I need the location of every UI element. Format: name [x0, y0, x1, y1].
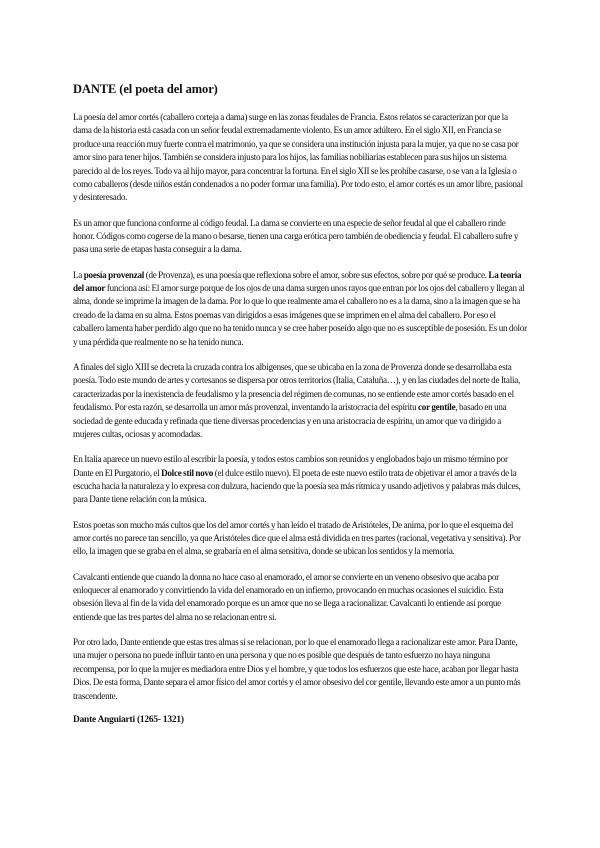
- paragraph-p8: [73, 636, 528, 703]
- paragraph-p7: [73, 571, 528, 625]
- paragraph-text: La: [73, 269, 84, 280]
- document-title: DANTE (el poeta del amor): [73, 82, 218, 96]
- paragraph-p2: [73, 217, 528, 257]
- paragraph-p4: [73, 361, 528, 441]
- paragraph-text: (el dulce estilo nuevo). El poeta de este nuevo estilo trata de objetivar el amor a través de la escucha hacia la naturaleza y lo expresa con dulzura, haciendo que la poesía sea más rítmica y usando adjetivos y palabras más dulces, para Dante tiene relación con la música.: [73, 467, 521, 505]
- bold-term: poesía provenzal: [83, 269, 145, 280]
- bold-term: cor gentile: [418, 402, 456, 413]
- bold-term: La teoría del amor: [73, 269, 522, 294]
- paragraph-text: Cavalcanti entiende que cuando la donna no hace caso al enamorado, el amor se convierte en un veneno obsesivo que acaba por enloquecer al enamorado y convirtiendo la vida del enamorado en un infierno, provocando en muchas ocasiones el suicidio. Esta obsesión lleva al fin de la vida del enamorado porque es un amor que no se llega a racionalizar. Cavalcanti lo entiende así porque entiende que las tres partes del alma no se relacionan entre sí.: [73, 571, 504, 622]
- paragraph-p6: [73, 519, 528, 559]
- paragraph-text: A finales del siglo XIII se decreta la cruzada contra los albigenses, que se ubicaba en la zona de Provenza donde se desarrollaba esta poesía. Todo este mundo de artes y cortesanos se dispersa por otros territorios (Italia, Cataluña…), y en las ciudades del norte de Italia, caracterizadas por la inexistencia de feudalismo y la presencia del régimen de comunas, no se entiende este amor cortés basado en el feudalismo. Por esta razón, se desarrolla un amor más provenzal, inventando la aristocracia del espíritu: [73, 361, 521, 413]
- paragraph-text: , basado en una sociedad de gente educada y refinada que tiene diversas procedencias y en una aristocracia de espíritu, un amor que va dirigido a mujeres cultas, ociosas y acomodadas.: [73, 402, 507, 439]
- paragraph-text: En Italia aparece un nuevo estilo al escribir la poesía, y todos estos cambios son reunidos y englobados bajo un mismo término por Dante en El Purgatorio, el: [73, 454, 508, 478]
- paragraph-text: Es un amor que funciona conforme al código feudal. La dama se convierte en una especie de señor feudal al que el caballero rinde honor. Códigos como cogerse de la mano o besarse, tienen una carga erótica pero también de obediencia y feudal. El caballero sufre y pasa una serie de etapas hasta conseguir a la dama.: [73, 217, 519, 255]
- paragraph-text: (de Provenza), es una poesía que reflexiona sobre el amor, sobre sus efectos, sobre por qué se produce.: [144, 269, 489, 280]
- bold-term: Dolce stil novo: [161, 467, 214, 478]
- paragraph-p3: [73, 269, 528, 349]
- paragraph-text: La poesía del amor cortés (caballero corteja a dama) surge en las zonas feudales de Francia. Estos relatos se caracterizan por que la dama de la historia está casada con un señor feudal extremadamente violento. Es un amor adúltero. En el siglo XII, en Francia se produce una reacción muy fuerte contra el matrimonio, ya que se considera una institución injusta para la mujer, ya que no se casa por amor sino para tener hijos. También se considera injusto para los hijos, las familias nobiliarias establecen para sus hijos un sistema parecido al de los reyes. Todo va al hijo mayor, para concentrar la fortuna. En el siglo XII se les prohibe casarse, o se van a la Iglesia o como caballeros (desde niños están condenados a no poder formar una familia). Por todo esto, el amor cortés es un amor libre, pasional y desinteresado.: [73, 112, 523, 203]
- document-body: [73, 111, 528, 703]
- signature-line: Dante Anguiarti (1265- 1321): [73, 714, 184, 725]
- paragraph-p1: [73, 111, 528, 205]
- paragraph-text: Estos poetas son mucho más cultos que los del amor cortés y han leído el tratado de Aristóteles, De anima, por lo que el esquema del amor cortés no parece tan sencillo, ya que Aristóteles dice que el alma está dividida en tres partes (racional, vegetativa y sensitiva). Por ello, la imagen que se graba en el alma, se grabaría en el alma sensitiva, donde se ubican los sentidos y la memoria.: [73, 519, 521, 557]
- paragraph-p5: [73, 453, 528, 507]
- paragraph-text: Por otro lado, Dante entiende que estas tres almas sí se relacionan, por lo que el enamorado llega a racionalizar este amor. Para Dante, una mujer o persona no puede influir tanto en una persona y que no es posible que después de tanto esfuerzo no haya ninguna recompensa, por lo que la mujer es mediadora entre Dios y el hombre, y que todos los esfuerzos que este hace, acaban por llegar hasta Dios. De esta forma, Dante separa el amor físico del amor cortés y el amor obsesivo del cor gentile, llevando este amor a un punto más trascendente.: [73, 636, 521, 701]
- paragraph-text: funciona así: El amor surge porque de los ojos de una dama surgen unos rayos que entran por los ojos del caballero y llegan al alma, donde se imprime la imagen de la dama. Por lo que lo que realmente ama el caballero no es a la dama, sino a la imagen que se ha creado de la dama en su alma. Estos poemas van dirigidos a esas imágenes que se imprimen en el alma del caballero. Por eso el caballero lamenta haber perdido algo que no ha tenido nunca y se cree haber poseído algo que no es susceptible de posesión. Es un dolor y una pérdida que realmente no se ha tenido nunca.: [73, 283, 527, 347]
